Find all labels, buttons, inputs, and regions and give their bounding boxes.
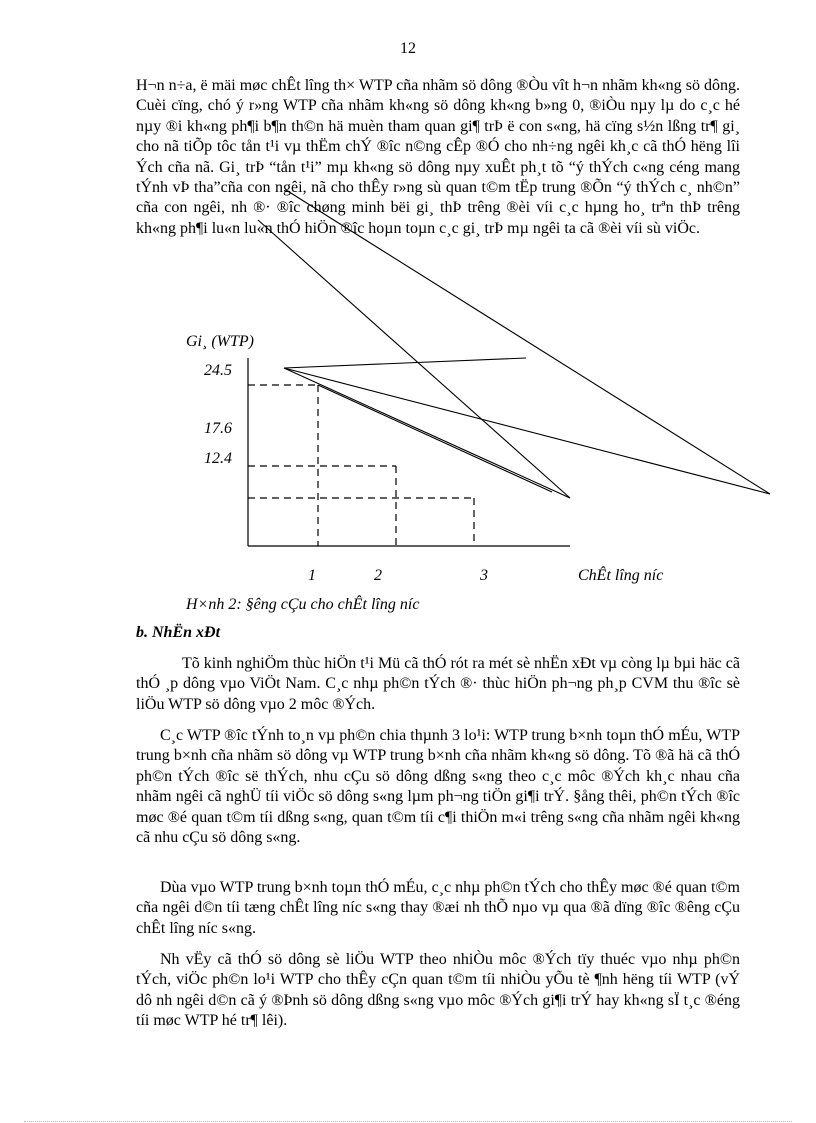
stray-line-6 (318, 385, 552, 492)
x-axis-title: ChÊt lîng níc (578, 567, 664, 584)
figure-caption: H×nh 2: §êng cÇu cho chÊt lîng níc (186, 596, 420, 613)
body-paragraph-5: Nh vËy cã thÓ sö dông sè liÖu WTP theo nhiÒu môc ®Ých tïy thuéc vµo nhµ ph©n tÝch, viÖc ph©n lo¹i WTP cho thÊy cÇn quan t©m tíi nhiÒu yÕu tè ¶nh hëng tíi WTP (vÝ dô nh ngêi d©n cã ý ®Þnh sö dông dßng s«ng vµo môc ®Ých gi¶i trÝ hay kh«ng sÏ t¸c ®éng tíi møc WTP hé tr¶ lêi). (136, 951, 740, 1030)
body-paragraph-4: Dùa vµo WTP trung b×nh toµn thÓ mÉu, c¸c nhµ ph©n tÝch cho thÊy møc ®é quan t©m cña ngêi d©n tíi tæng chÊt lîng níc s«ng thay ®æi nh thÕ nµo vµ qua ®ã dïng ®îc ®êng cÇu chÊt lîng níc s«ng. (136, 879, 740, 937)
stray-line-2 (284, 368, 570, 498)
x-tick-2: 2 (374, 567, 382, 584)
stray-line-3 (284, 358, 526, 368)
stray-line-1 (258, 220, 570, 498)
y-tick-1: 24.5 (204, 362, 232, 379)
footer-rule (24, 1121, 792, 1122)
body-paragraph-2: Tõ kinh nghiÖm thùc hiÖn t¹i Mü cã thÓ rót ra mét sè nhËn xÐt vµ còng lµ bµi häc cã thÓ ¸p dông vµo ViÖt Nam. C¸c nhµ ph©n tÝch ®· thùc hiÖn ph¬ng ph¸p CVM thu ®îc sè liÖu WTP sö dông vµo 2 môc ®Ých. (136, 655, 740, 713)
x-tick-3: 3 (480, 567, 488, 584)
x-tick-1: 1 (308, 567, 316, 584)
y-tick-3: 12.4 (204, 450, 232, 467)
y-axis-title: Gi¸ (WTP) (186, 333, 254, 350)
page-number: 12 (400, 40, 416, 57)
body-paragraph-3: C¸c WTP ®îc tÝnh to¸n vµ ph©n chia thµnh 3 lo¹i: WTP trung b×nh toµn thÓ mÉu, WTP trung b×nh cña nhãm sö dông vµ WTP trung b×nh cña nhãm kh«ng sö dông. Tõ ®ã hä cã thÓ ph©n tÝch ®îc së thÝch, nhu cÇu sö dông dßng s«ng theo c¸c môc ®Ých kh¸c nhau cña nhãm ngêi cã nghÜ tíi viÖc sö dông s«ng lµm ph¬ng tiÖn gi¶i trÝ. §ång thêi, ph©n tÝch ®îc møc ®é quan t©m tíi dßng s«ng, quan t©m tíi c¶i thiÖn m«i trêng s«ng cña nhãm ngêi kh«ng cã nhu cÇu sö dông s«ng. (136, 727, 740, 847)
section-heading: b. NhËn xÐt (136, 624, 221, 641)
y-tick-2: 17.6 (204, 420, 232, 437)
body-paragraph-1: H¬n n÷a, ë mäi møc chÊt lîng th× WTP cña nhãm sö dông ®Òu vît h¬n nhãm kh«ng sö dông. Cuèi cïng, chó ý r»ng WTP cña nhãm kh«ng sö dông kh«ng b»ng 0, ®iÒu nµy lµ do c¸c hé nµy ®i kh«ng ph¶i b¶n th©n hä muèn tham quan gi¶ trÞ ë con s«ng, hä cïng s½n lßng tr¶ gi¸ cho nã tiÕp tôc tån t¹i vµ thËm chÝ ®îc n©ng cÊp ®Ó cho nh÷ng ngêi kh¸c cã thÓ hëng lîi Ých cña nã. Gi¸ trÞ “tån t¹i” mµ kh«ng sö dông nµy xuÊt ph¸t tõ “ý thÝch c«ng céng mang tÝnh vÞ tha”cña con ngêi, nã cho thÊy r»ng sù quan t©m tËp trung ®Õn “ý thÝch c¸ nh©n” cña con ngêi, nh ®· ®îc chøng minh bëi gi¸ thÞ trêng ®èi víi c¸c hµng ho¸ trªn thÞ trêng kh«ng ph¶i lu«n lu«n thÓ hiÖn ®îc hoµn toµn c¸c gi¸ trÞ mµ ngêi ta cã ®èi víi sù viÖc. (136, 77, 740, 237)
stray-line-4 (284, 368, 770, 494)
